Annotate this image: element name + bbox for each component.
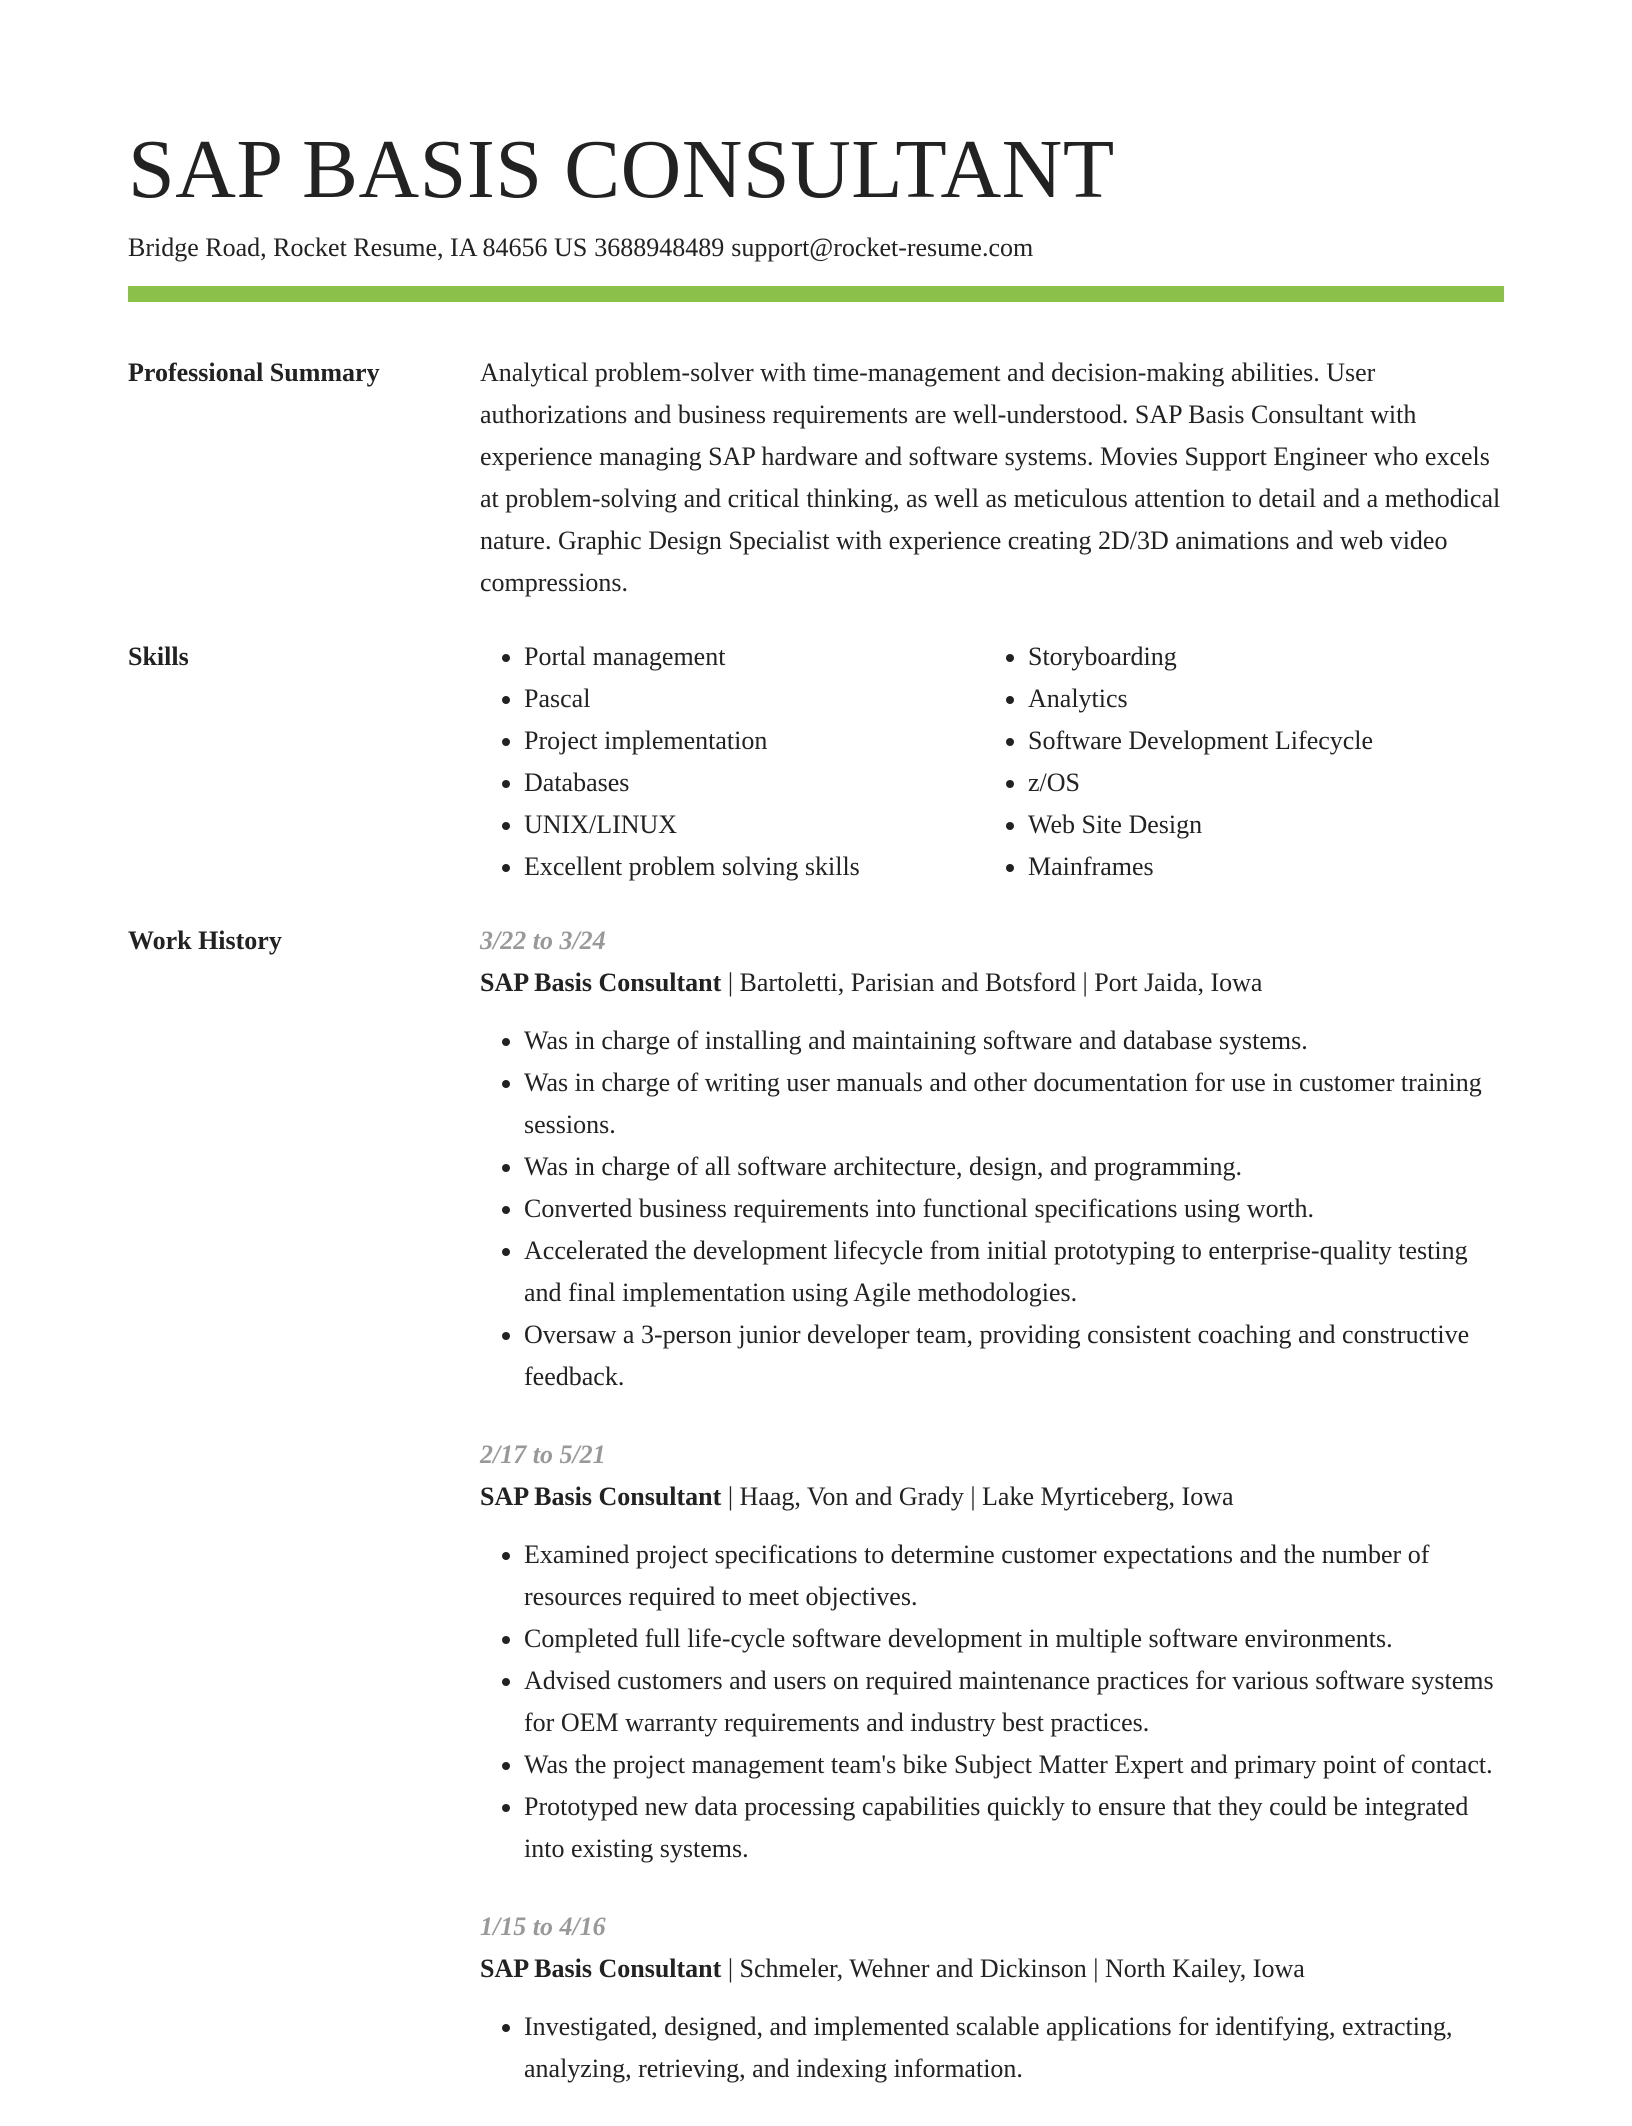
skills-heading: Skills <box>128 642 189 671</box>
skill-item: • Pascal <box>524 678 984 720</box>
phone: 3688948489 <box>594 233 725 262</box>
contact-line <box>128 232 1504 264</box>
skill-item: • Databases <box>524 762 984 804</box>
job-heading <box>480 1476 1504 1518</box>
job-role: SAP Basis Consultant <box>480 1954 722 1983</box>
skills-list-right <box>984 636 1488 888</box>
skill-item: • Mainframes <box>1028 846 1488 888</box>
job-bullet: • Was the project management team's bike Subject Matter Expert and primary point of contact. <box>524 1744 1504 1786</box>
summary-text: Analytical problem-solver with time-management and decision-making abilities. User authorizations and business requirements are well-understood. SAP Basis Consultant with experience managing SAP hardware and software systems. Movies Support Engineer who excels at problem-solving and critical thinking, as well as meticulous attention to detail and a methodical nature. Graphic Design Specialist with experience creating 2D/3D animations and web video compressions. <box>480 358 1501 597</box>
job-bullet: • Was in charge of installing and maintaining software and database systems. <box>524 1020 1504 1062</box>
skill-item: • Project implementation <box>524 720 984 762</box>
skills-list-left <box>480 636 984 888</box>
job-role: SAP Basis Consultant <box>480 1482 722 1511</box>
resume-page <box>128 120 1504 2126</box>
job-dates: 3/22 to 3/24 <box>480 926 606 955</box>
skill-item: • Storyboarding <box>1028 636 1488 678</box>
job-details: | Schmeler, Wehner and Dickinson | North Kailey, Iowa <box>721 1954 1305 1983</box>
job-details: | Haag, Von and Grady | Lake Myrticeberg, Iowa <box>721 1482 1234 1511</box>
job-entry <box>480 920 1504 1398</box>
job-bullets <box>480 2006 1504 2090</box>
job-bullet: • Advised customers and users on required maintenance practices for various software systems for OEM warranty requirements and industry best practices. <box>524 1660 1504 1744</box>
summary-heading: Professional Summary <box>128 358 380 387</box>
skill-item: • Software Development Lifecycle <box>1028 720 1488 762</box>
summary-section <box>128 352 1504 604</box>
skill-item: • Excellent problem solving skills <box>524 846 984 888</box>
email: support@rocket-resume.com <box>731 233 1034 262</box>
job-bullet: • Examined project specifications to determine customer expectations and the number of resources required to meet objectives. <box>524 1534 1504 1618</box>
job-heading <box>480 1948 1504 1990</box>
job-bullet: • Investigated, designed, and implemented scalable applications for identifying, extracting, analyzing, retrieving, and indexing information. <box>524 2006 1504 2090</box>
job-bullets <box>480 1534 1504 1870</box>
job-bullet: • Was in charge of all software architecture, design, and programming. <box>524 1146 1504 1188</box>
job-bullets <box>480 1020 1504 1398</box>
job-details: | Bartoletti, Parisian and Botsford | Port Jaida, Iowa <box>721 968 1263 997</box>
job-entry <box>480 1906 1504 2090</box>
job-bullet: • Accelerated the development lifecycle from initial prototyping to enterprise-quality testing and final implementation using Agile methodologies. <box>524 1230 1504 1314</box>
job-heading <box>480 962 1504 1004</box>
job-bullet: • Was in charge of writing user manuals and other documentation for use in customer training sessions. <box>524 1062 1504 1146</box>
accent-divider <box>128 286 1504 302</box>
job-bullet: • Converted business requirements into functional specifications using worth. <box>524 1188 1504 1230</box>
skill-item: • Web Site Design <box>1028 804 1488 846</box>
job-bullet: • Completed full life-cycle software development in multiple software environments. <box>524 1618 1504 1660</box>
job-role: SAP Basis Consultant <box>480 968 722 997</box>
work-history-heading: Work History <box>128 926 282 955</box>
job-bullet: • Oversaw a 3-person junior developer team, providing consistent coaching and constructive feedback. <box>524 1314 1504 1398</box>
skill-item: • Portal management <box>524 636 984 678</box>
job-bullet: • Prototyped new data processing capabilities quickly to ensure that they could be integrated into existing systems. <box>524 1786 1504 1870</box>
job-dates: 2/17 to 5/21 <box>480 1440 606 1469</box>
candidate-name: SAP BASIS CONSULTANT <box>128 123 1115 216</box>
skill-item: • z/OS <box>1028 762 1488 804</box>
work-history-section <box>128 920 1504 2126</box>
job-entry <box>480 1434 1504 1870</box>
job-dates: 1/15 to 4/16 <box>480 1912 606 1941</box>
skill-item: • Analytics <box>1028 678 1488 720</box>
skills-section <box>128 636 1504 888</box>
skill-item: • UNIX/LINUX <box>524 804 984 846</box>
address: Bridge Road, Rocket Resume, IA 84656 US <box>128 233 588 262</box>
